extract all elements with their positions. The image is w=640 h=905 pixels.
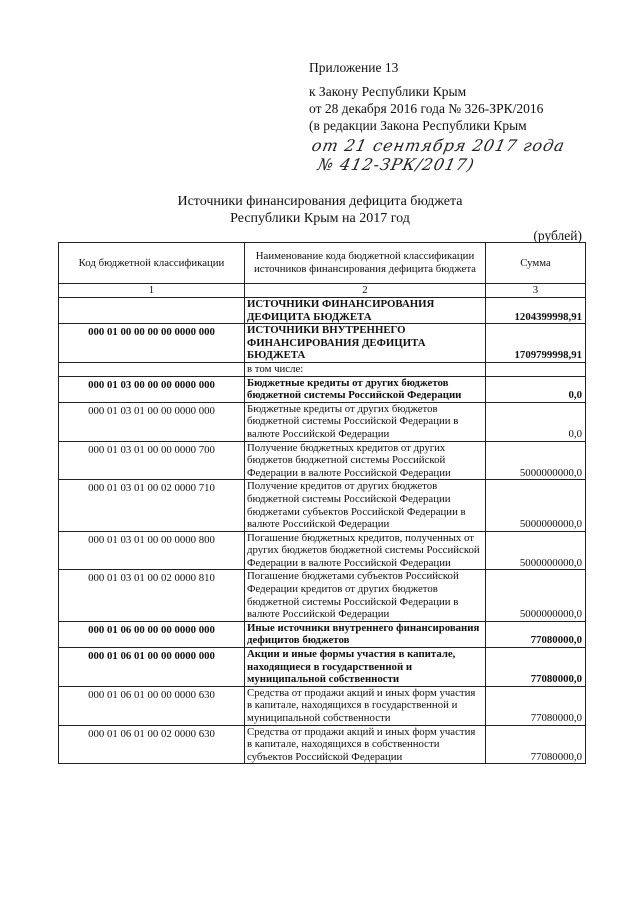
handwritten-number: № 412-ЗРК/2017) <box>315 155 477 174</box>
header-name: Наименование кода бюджетной классификации источников финансирования дефицита бюджета <box>245 243 486 284</box>
code-cell: 000 01 06 00 00 00 0000 000 <box>59 621 245 647</box>
budget-sources-table <box>58 242 586 764</box>
table-row <box>59 648 586 687</box>
table-row <box>59 402 586 441</box>
header-code: Код бюджетной классификации <box>59 243 245 284</box>
code-cell: 000 01 06 01 00 00 0000 630 <box>59 686 245 725</box>
table-row <box>59 725 586 764</box>
code-cell <box>59 362 245 376</box>
table-row <box>59 324 586 363</box>
law-reference-line1: к Закону Республики Крым <box>309 84 467 99</box>
name-cell: Бюджетные кредиты от других бюджетов бюджетной системы Российской Федерации <box>245 376 486 402</box>
units-label: (рублей) <box>533 228 582 243</box>
name-cell: в том числе: <box>245 362 486 376</box>
code-cell: 000 01 03 01 00 00 0000 700 <box>59 441 245 480</box>
sum-cell: 0,0 <box>486 376 586 402</box>
code-cell: 000 01 06 01 00 00 0000 000 <box>59 648 245 687</box>
table-row <box>59 686 586 725</box>
table-row <box>59 570 586 621</box>
code-cell: 000 01 03 01 00 02 0000 810 <box>59 570 245 621</box>
table-row <box>59 441 586 480</box>
document-title-line2: Республики Крым на 2017 год <box>230 211 410 226</box>
name-cell: Акции и иные формы участия в капитале, находящиеся в государственной и муниципальной собственности <box>245 648 486 687</box>
sum-cell: 1709799998,91 <box>486 324 586 363</box>
code-cell: 000 01 06 01 00 02 0000 630 <box>59 725 245 764</box>
name-cell: Средства от продажи акций и иных форм участия в капитале, находящихся в государственной и муниципальной собственности <box>245 686 486 725</box>
name-cell: Средства от продажи акций и иных форм участия в капитале, находящихся в собственности субъектов Российской Федерации <box>245 725 486 764</box>
sum-cell: 77080000,0 <box>486 686 586 725</box>
sum-cell: 5000000000,0 <box>486 480 586 531</box>
sum-cell: 0,0 <box>486 402 586 441</box>
sum-cell: 5000000000,0 <box>486 531 586 570</box>
sum-cell: 77080000,0 <box>486 648 586 687</box>
code-cell <box>59 298 245 324</box>
sum-cell: 1204399998,91 <box>486 298 586 324</box>
column-number-2: 2 <box>245 284 486 298</box>
sum-cell: 5000000000,0 <box>486 570 586 621</box>
handwritten-date: от 21 сентября 2017 года <box>309 136 567 155</box>
name-cell: Иные источники внутреннего финансирования дефицитов бюджетов <box>245 621 486 647</box>
sum-cell: 5000000000,0 <box>486 441 586 480</box>
table-row <box>59 298 586 324</box>
table-row <box>59 376 586 402</box>
code-cell: 000 01 00 00 00 00 0000 000 <box>59 324 245 363</box>
name-cell: ИСТОЧНИКИ ВНУТРЕННЕГО ФИНАНСИРОВАНИЯ ДЕФИЦИТА БЮДЖЕТА <box>245 324 486 363</box>
name-cell: Бюджетные кредиты от других бюджетов бюджетной системы Российской Федерации в валюте Российской Федерации <box>245 402 486 441</box>
table-row <box>59 531 586 570</box>
law-reference-line2: от 28 декабря 2016 года № 326-ЗРК/2016 <box>309 101 544 116</box>
header-sum: Сумма <box>486 243 586 284</box>
law-reference-line3: (в редакции Закона Республики Крым <box>309 118 527 133</box>
code-cell: 000 01 03 01 00 00 0000 000 <box>59 402 245 441</box>
code-cell: 000 01 03 00 00 00 0000 000 <box>59 376 245 402</box>
name-cell: Получение бюджетных кредитов от других бюджетов бюджетной системы Российской Федерации в валюте Российской Федерации <box>245 441 486 480</box>
table-row <box>59 621 586 647</box>
sum-cell: 77080000,0 <box>486 621 586 647</box>
code-cell: 000 01 03 01 00 00 0000 800 <box>59 531 245 570</box>
appendix-label: Приложение 13 <box>309 60 399 75</box>
column-number-3: 3 <box>486 284 586 298</box>
table-row <box>59 362 586 376</box>
sum-cell <box>486 362 586 376</box>
name-cell: Погашение бюджетных кредитов, полученных от других бюджетов бюджетной системы Российской Федерации в валюте Российской Федерации <box>245 531 486 570</box>
document-title-line1: Источники финансирования дефицита бюджета <box>177 194 463 209</box>
name-cell: ИСТОЧНИКИ ФИНАНСИРОВАНИЯ ДЕФИЦИТА БЮДЖЕТА <box>245 298 486 324</box>
table-row <box>59 480 586 531</box>
name-cell: Получение кредитов от других бюджетов бюджетной системы Российской Федерации бюджетами субъектов Российской Федерации в валюте Российской Федерации <box>245 480 486 531</box>
code-cell: 000 01 03 01 00 02 0000 710 <box>59 480 245 531</box>
column-number-1: 1 <box>59 284 245 298</box>
name-cell: Погашение бюджетами субъектов Российской Федерации кредитов от других бюджетов бюджетной системы Российской Федерации в валюте Российской Федерации <box>245 570 486 621</box>
sum-cell: 77080000,0 <box>486 725 586 764</box>
